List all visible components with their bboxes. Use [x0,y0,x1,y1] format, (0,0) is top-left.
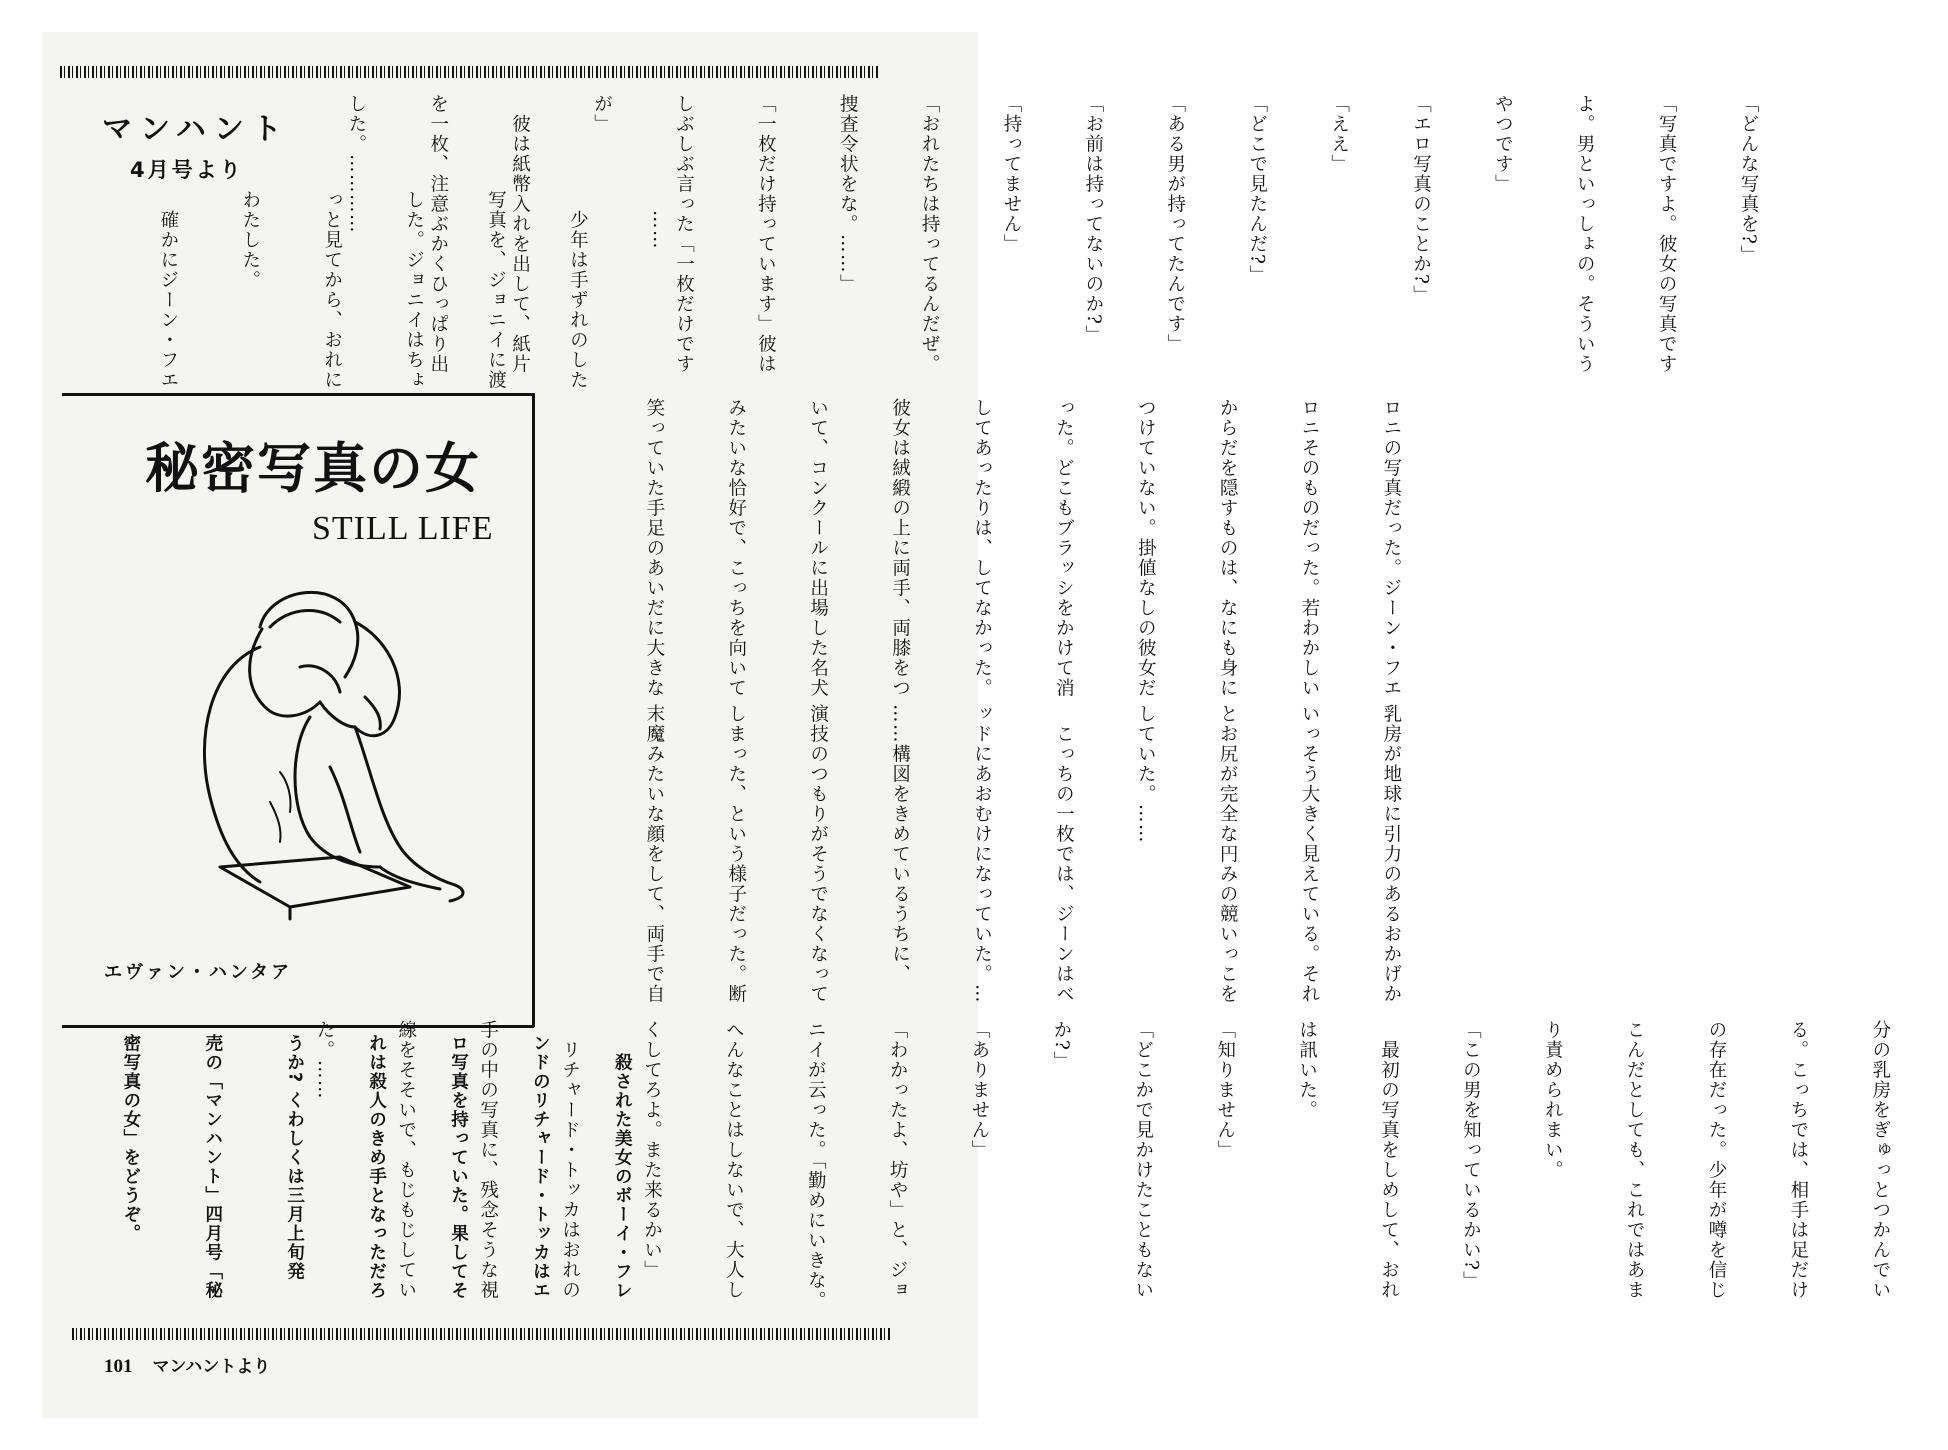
text-column-top-right: 「どんな写真を?」 「写真ですよ。彼女の写真です よ。男といっしょの。そういう やつです」 「エロ写真のことか?」 「ええ」 「どこで見たんだ?」 「ある男が持ってたんです」 「お前は持ってないのか?」 「持ってません」 「おれたちは持ってるんだぜ。 捜査令状をな。……」 「一枚だけ持っています」彼は しぶしぶ言った「一枚だけです が」 彼は紙幣入れを出して、紙片 を一枚、注意ぶかくひっぱり出 した。………… [345,94,1760,374]
text-column-header-right: …… 少年は手ずれのした 写真を、ジョニイに渡 した。ジョニイはちょ っと見てから、おれに わたした。 確かにジーン・フエ [157,190,671,390]
page-number: 101 [104,1356,133,1377]
article-title: 秘密写真の女 [145,436,481,500]
text-column-bottom-right: 分の乳房をぎゅっとつかんでい る。こっちでは、相手は足だけ の存在だった。少年が噂を信じ こんだとしても、これではあま り責められまい。 「この男を知っているかい?」 最初の写真をしめして、おれ は訊いた。 「知りません」 「どこかで見かけたこともない か?」 「ありません」 「わかったよ、坊や」と、ジョ ニイが云った。「勤めにいきな。 へんなことはしないで、大人し くしてろよ。また来るかい」 リチャード・トッカはおれの 手の中の写真に、残念そうな視 線をそそいで、もじもじしてい た。…… [313,1020,1891,1311]
promo-text: 殺された美女のボーイ・フレ ンドのリチャード・トッカはエ ロ写真を持っていた。果してそ れは殺人のきめ手となっただろ うか? くわしくは三月上旬発 売の「マンハント」四月号「秘 密写真の女」をどうぞ。 [120,1034,633,1300]
magazine-page [42,32,1891,1418]
figure-illustration [150,567,480,927]
page-footer [104,1352,270,1378]
text-column-lower-right: 乳房が地球に引力のあるおかげか いっそう大きく見えている。それ とお尻が完全な円みの競いっこを していた。…… こっちの一枚では、ジーンはベ ッドにあおむけになっていた。… ……構図をきめているうちに、 演技のつもりがそうでなくなって しまった、という様子だった。断 末魔みたいな顔をして、両手で自 [643,704,1402,1004]
title-separator-top [62,393,532,396]
issue-label: 4月号より [130,158,244,182]
author-credit: エヴァン・ハンタア [104,962,293,983]
bottom-border-rule [72,1328,890,1340]
title-block-right-border [532,393,535,1027]
footer-label: マンハントより [152,1357,271,1377]
article-title-english: STILL LIFE [312,510,494,547]
top-border-rule [60,66,878,78]
text-column-mid-right: ロニの写真だった。ジーン・フエ ロニそのものだった。若わかしい からだを隠すものは、なにも身に つけていない。掛値なしの彼女だ った。どこもブラッシをかけて消 してあったりは、してなかった。 彼女は絨緞の上に両手、両膝をつ いて、コンクールに出場した名犬 みたいな恰好で、こっちを向いて 笑っていた手足のあいだに大きな [643,398,1402,698]
magazine-name: マンハント [102,112,290,147]
